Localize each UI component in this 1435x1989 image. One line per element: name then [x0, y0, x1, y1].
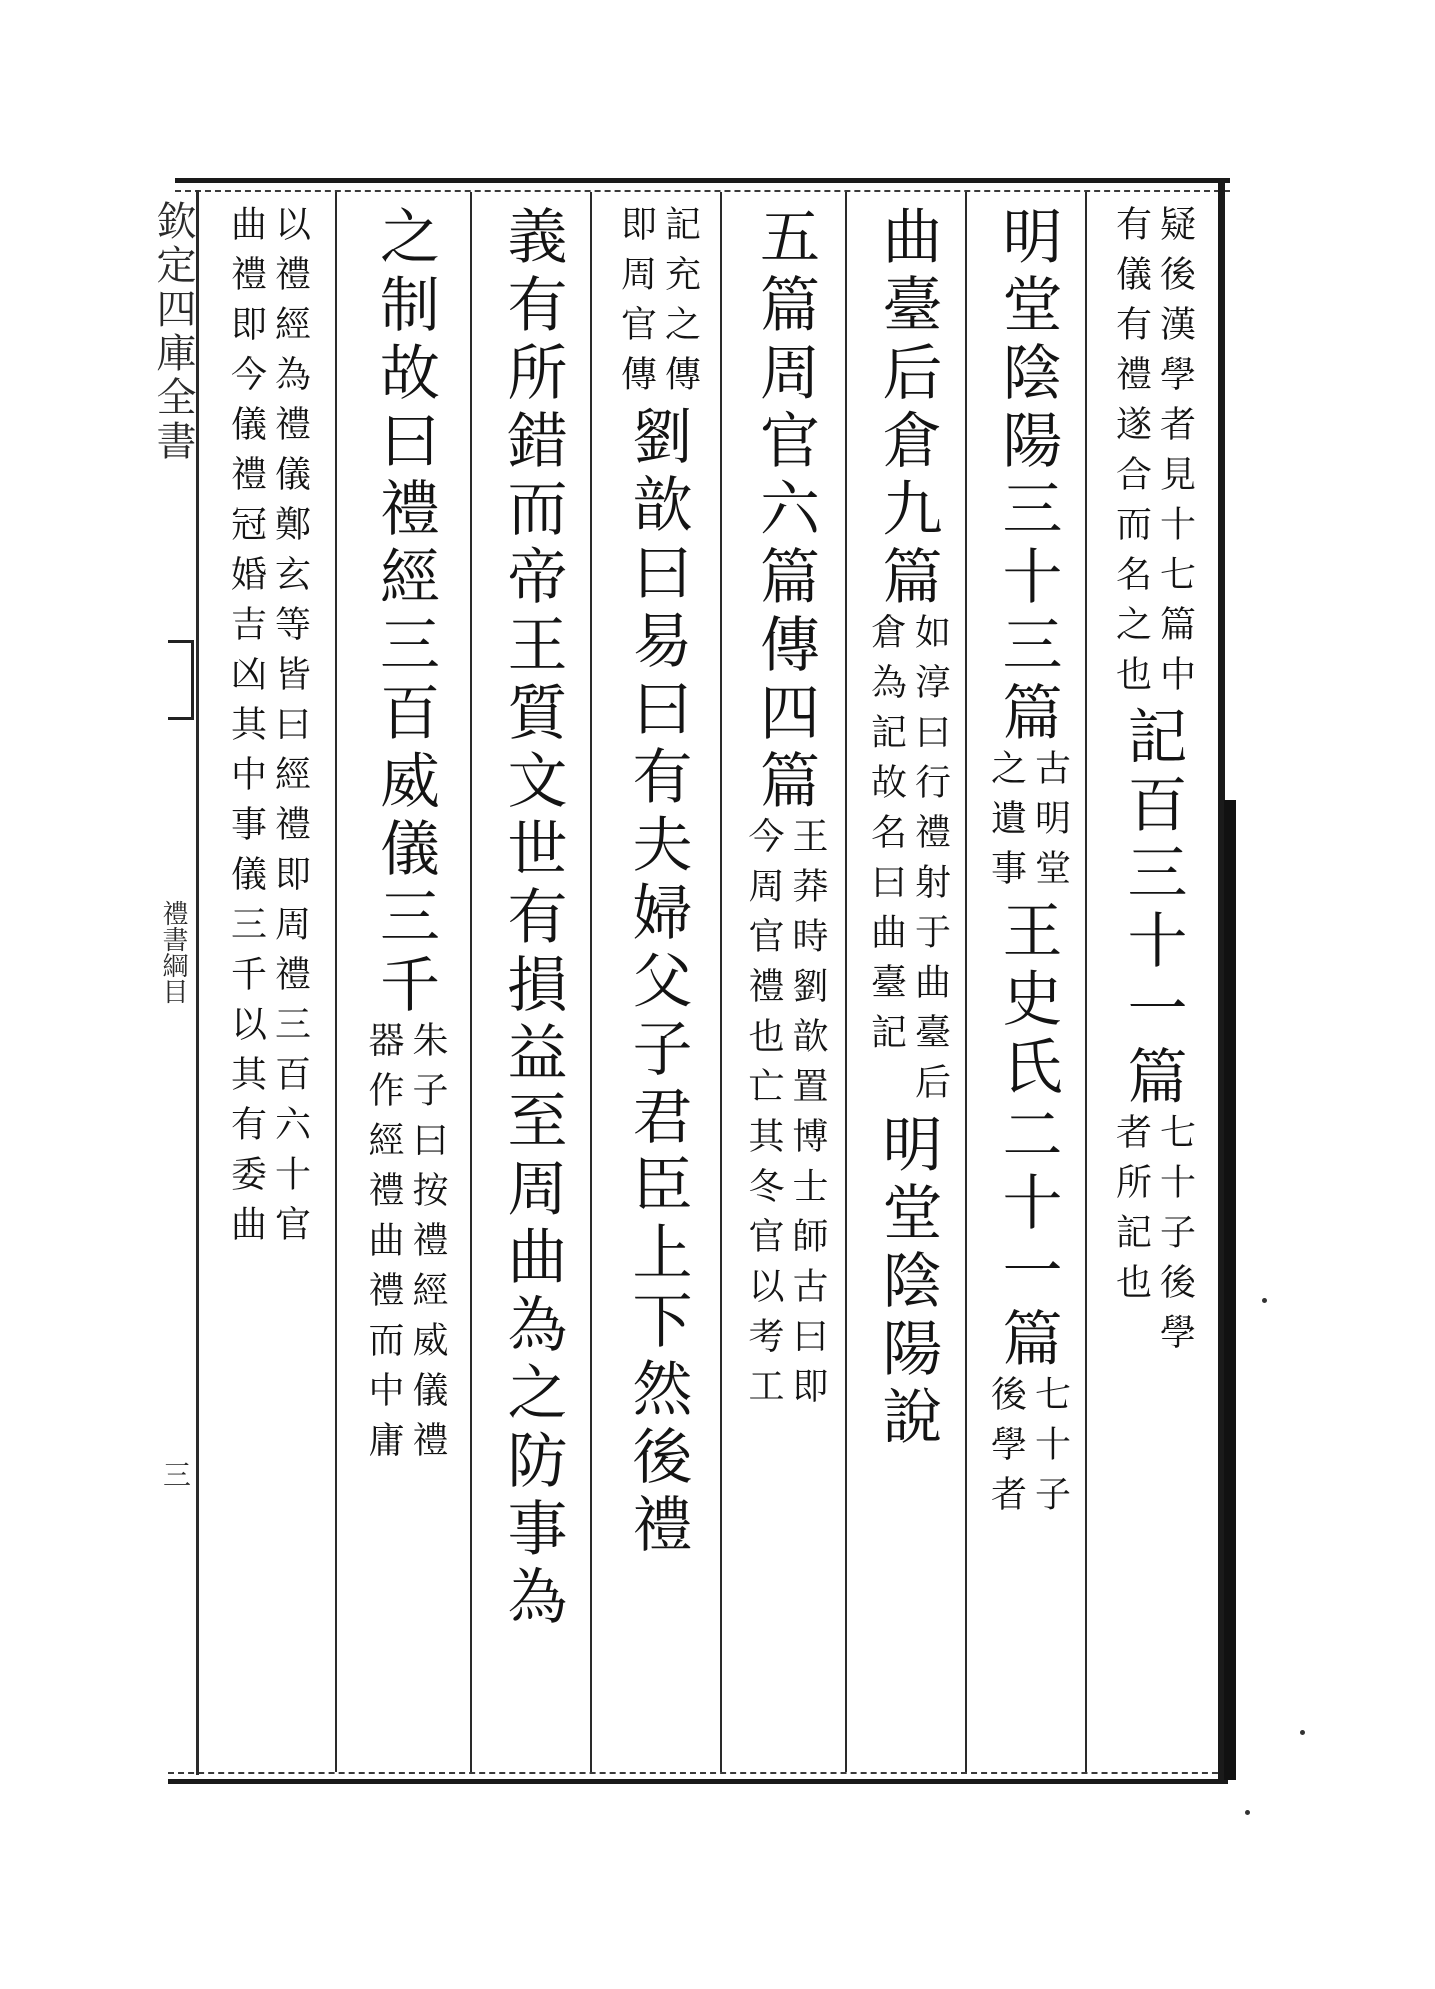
main-text: 義有所錯而帝王質文世有損益至周曲為之防事為 [497, 205, 568, 1633]
commentary-line: 記充之傳 [659, 205, 701, 405]
commentary-pair [1109, 1113, 1197, 1363]
column-text-stack [200, 205, 335, 1255]
text-column [970, 205, 1085, 1765]
folio-number: 三 [159, 1460, 192, 1488]
section-title: 禮書綱目 [158, 900, 188, 1004]
main-text: 明堂陰陽說 [872, 1113, 943, 1453]
commentary-line: 即周官傳 [615, 205, 657, 405]
commentary-pair [1109, 205, 1197, 705]
text-column [595, 205, 720, 1765]
commentary-line: 倉為記故名曰曲臺記 [865, 613, 907, 1063]
column-text-stack [475, 205, 590, 1633]
ink-speck [1300, 1730, 1305, 1735]
column-text-stack [970, 205, 1085, 1525]
commentary-line: 後學者 [985, 1375, 1027, 1525]
frame-top-border [175, 178, 1230, 192]
ink-speck [1245, 1810, 1250, 1815]
frame-left-border [196, 190, 199, 1775]
main-text: 王史氏二十一篇 [992, 899, 1063, 1375]
column-rule [1085, 192, 1087, 1772]
commentary-line: 七十子後學 [1154, 1113, 1196, 1363]
column-rule [470, 192, 472, 1772]
commentary-line: 器作經禮曲禮而中庸 [363, 1021, 404, 1471]
column-rule [590, 192, 592, 1772]
column-text-stack [1090, 205, 1215, 1363]
commentary-line: 七十子 [1029, 1375, 1071, 1525]
main-text: 明堂陰陽三十三篇 [992, 205, 1063, 749]
commentary-pair [614, 205, 702, 405]
main-text: 劉歆曰易曰有夫婦父子君臣上下然後禮 [622, 405, 693, 1561]
text-column [850, 205, 965, 1765]
commentary-pair [224, 205, 312, 1255]
commentary-line: 曲禮即今儀禮冠婚吉凶其中事儀三千以其有委曲 [225, 205, 267, 1255]
commentary-pair [741, 817, 829, 1417]
commentary-line: 今周官禮也亡其冬官以考工 [743, 817, 784, 1417]
column-rule [335, 192, 337, 1772]
commentary-line: 如淳曰行禮射于曲臺后 [909, 613, 951, 1113]
commentary-line: 王莽時劉歆置博士師古曰即 [787, 817, 828, 1417]
commentary-line: 疑後漢學者見十七篇中 [1154, 205, 1196, 705]
commentary-pair [984, 749, 1072, 899]
commentary-line: 有儀有禮遂合而名之也 [1110, 205, 1152, 705]
commentary-line: 以禮經為禮儀鄭玄等皆曰經禮即周禮三百六十官 [269, 205, 311, 1255]
commentary-line: 古明堂 [1029, 749, 1071, 899]
margin-column [150, 200, 196, 1760]
main-text: 五篇周官六篇傳四篇 [750, 205, 820, 817]
commentary-pair [864, 613, 952, 1113]
commentary-line: 朱子曰按禮經威儀禮 [407, 1021, 448, 1471]
text-column [200, 205, 335, 1765]
column-text-stack [850, 205, 965, 1453]
book-title: 欽定四庫全書 [150, 200, 196, 464]
main-text: 曲臺后倉九篇 [872, 205, 943, 613]
commentary-line: 者所記也 [1110, 1113, 1152, 1313]
text-column [475, 205, 590, 1765]
column-text-stack [595, 205, 720, 1561]
commentary-line: 之遺事 [985, 749, 1027, 899]
commentary-pair [361, 1021, 449, 1471]
ink-speck [1262, 1298, 1267, 1303]
column-rule [845, 192, 847, 1772]
text-column [1090, 205, 1215, 1765]
frame-right-binding-edge [1224, 800, 1236, 1780]
column-rule [720, 192, 722, 1772]
text-column [340, 205, 470, 1765]
column-text-stack [725, 205, 845, 1417]
column-rule [965, 192, 967, 1772]
main-text: 記百三十一篇 [1117, 705, 1188, 1113]
commentary-pair [984, 1375, 1072, 1525]
column-text-stack [340, 205, 470, 1471]
text-column [725, 205, 845, 1765]
main-text: 之制故曰禮經三百威儀三千 [370, 205, 440, 1021]
frame-bottom-border [168, 1772, 1228, 1784]
